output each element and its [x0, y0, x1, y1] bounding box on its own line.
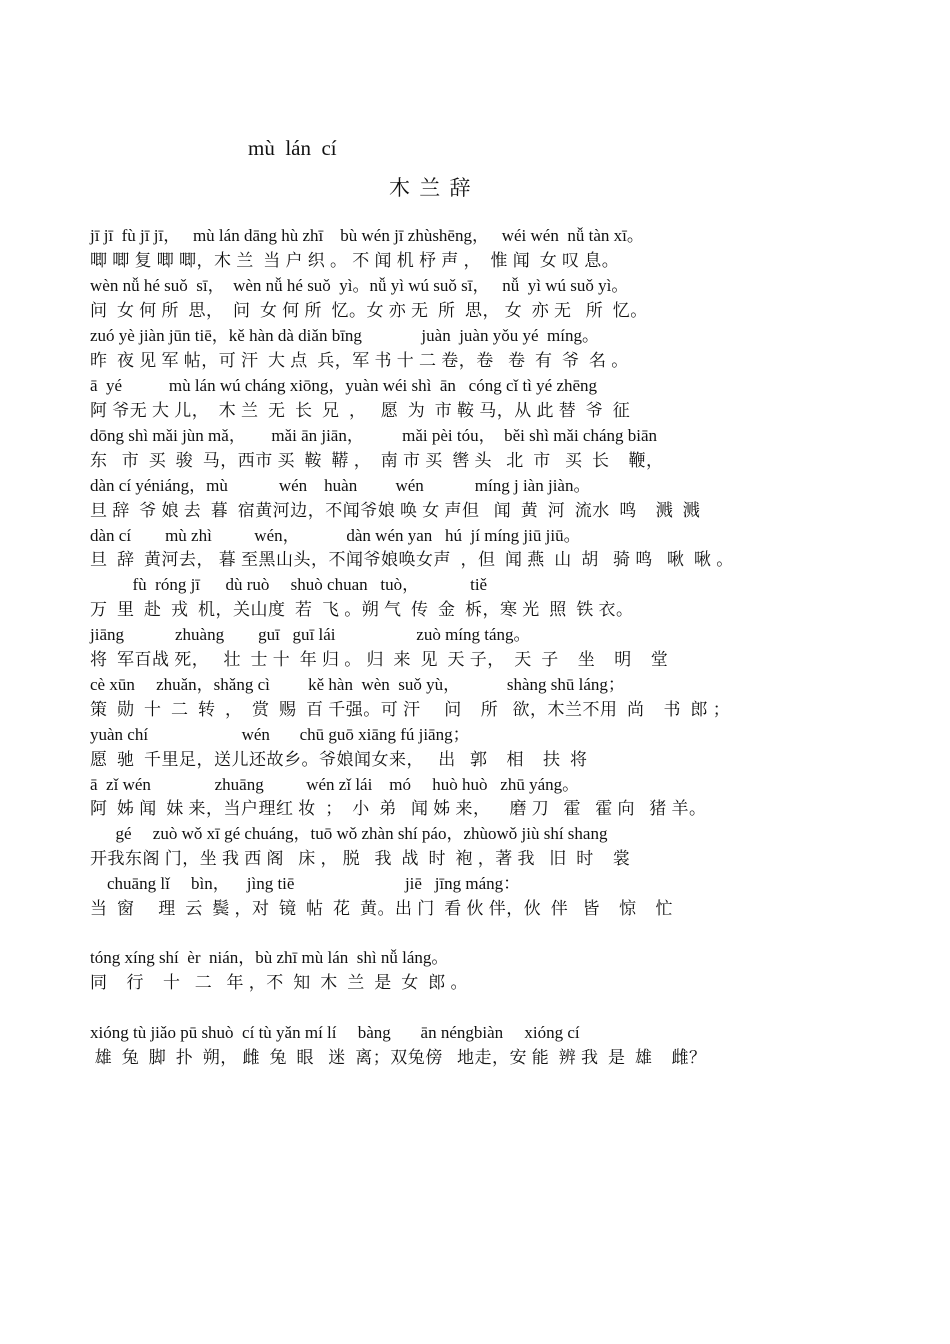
pinyin-line: chuāng lǐ bìn， jìng tiē jiē jīng máng：: [90, 874, 521, 893]
pinyin-line: zuó yè jiàn jūn tiē，kě hàn dà diǎn bīng juàn juàn yǒu yé míng。: [90, 326, 599, 345]
title-pinyin: mù lán cí: [248, 136, 337, 160]
pinyin-line: dàn cí mù zhì wén， dàn wén yan hú jí míng jiū jiū。: [90, 526, 581, 545]
chinese-line: 愿 驰 千里足，送儿还故乡。爷娘闻女来， 出 郭 相 扶 将: [90, 750, 588, 769]
pinyin-line: ā zǐ wén zhuāng wén zǐ lái mó huò huò zhū yáng。: [90, 775, 580, 794]
chinese-line: 唧 唧 复 唧 唧，木 兰 当 户 织 。 不 闻 机 杼 声 ， 惟 闻 女 叹 息。: [90, 251, 620, 270]
chinese-line: 阿 姊 闻 妹 来，当户理红 妆 ； 小 弟 闻 姊 来， 磨 刀 霍 霍 向 猪 羊。: [90, 799, 707, 818]
pinyin-line: yuàn chí wén chū guō xiāng fú jiāng；: [90, 725, 470, 744]
pinyin-line: fù róng jī dù ruò shuò chuan tuò， tiě: [90, 575, 488, 594]
pinyin-line: wèn nǚ hé suǒ sī， wèn nǚ hé suǒ yì。nǚ yì wú suǒ sī， nǚ yì wú suǒ yì。: [90, 276, 629, 295]
pinyin-line: jī jī fù jī jī， mù lán dāng hù zhī bù wén jī zhùshēng， wéi wén nǚ tàn xī。: [90, 226, 644, 245]
pinyin-line: dōng shì mǎi jùn mǎ， mǎi ān jiān， mǎi pèi tóu， běi shì mǎi cháng biān: [90, 426, 658, 445]
chinese-line: 当 窗 理 云 鬓 ，对 镜 帖 花 黄。出 门 看 伙 伴，伙 伴 皆 惊 忙: [90, 899, 673, 918]
pinyin-line: dàn cí yéniáng，mù wén huàn wén míng j iàn jiàn。: [90, 476, 591, 495]
pinyin-line: xióng tù jiǎo pū shuò cí tù yǎn mí lí bàng ān néngbiàn xióng cí: [90, 1023, 580, 1042]
pinyin-line: jiāng zhuàng guī guī lái zuò míng táng。: [90, 625, 531, 644]
pinyin-line: ā yé mù lán wú cháng xiōng，yuàn wéi shì ān cóng cǐ tì yé zhēng: [90, 376, 598, 395]
chinese-line: 阿 爷无 大 儿， 木 兰 无 长 兄 ， 愿 为 市 鞍 马，从 此 替 爷 征: [90, 401, 631, 420]
chinese-line: 昨 夜 见 军 帖，可 汗 大 点 兵，军 书 十 二 卷，卷 卷 有 爷 名 。: [90, 351, 629, 370]
chinese-line: 旦 辞 黄河去， 暮 至黑山头，不闻爷娘唤女声 ，但 闻 燕 山 胡 骑 鸣 啾 啾 。: [90, 550, 734, 569]
chinese-line: 开我东阁 门，坐 我 西 阁 床 ， 脱 我 战 时 袍 ，著 我 旧 时 裳: [90, 849, 631, 868]
pinyin-line: tóng xíng shí èr nián，bù zhī mù lán shì nǚ láng。: [90, 948, 449, 967]
chinese-line: 旦 辞 爷 娘 去 暮 宿黄河边，不闻爷娘 唤 女 声但 闻 黄 河 流水 鸣 溅 溅: [90, 501, 701, 520]
chinese-line: 策 勋 十 二 转 ， 赏 赐 百 千强。可 汗 问 所 欲，木兰不用 尚 书 郎 ；: [90, 700, 731, 719]
chinese-line: 东 市 买 骏 马，西市 买 鞍 鞯 ， 南 市 买 辔 头 北 市 买 长 鞭，: [90, 451, 664, 470]
chinese-line: 问 女 何 所 思， 问 女 何 所 忆。女 亦 无 所 思， 女 亦 无 所 忆。: [90, 301, 648, 320]
chinese-line: 雄 兔 脚 扑 朔， 雌 兔 眼 迷 离；双兔傍 地走，安 能 辨 我 是 雄 雌？: [90, 1048, 707, 1067]
chinese-line: 万 里 赴 戎 机，关山度 若 飞 。朔 气 传 金 柝，寒 光 照 铁 衣。: [90, 600, 634, 619]
pinyin-line: gé zuò wǒ xī gé chuáng，tuō wǒ zhàn shí páo，zhùowǒ jiù shí shang: [90, 824, 608, 843]
chinese-line: 将 军百战 死， 壮 士 十 年 归 。 归 来 见 天 子， 天 子 坐 明 堂: [90, 650, 669, 669]
pinyin-line: cè xūn zhuǎn，shǎng cì kě hàn wèn suǒ yù， shàng shū láng；: [90, 675, 625, 694]
chinese-line: 同 行 十 二 年 ，不 知 木 兰 是 女 郎 。: [90, 973, 468, 992]
title-chinese: 木 兰 辞: [389, 176, 473, 200]
